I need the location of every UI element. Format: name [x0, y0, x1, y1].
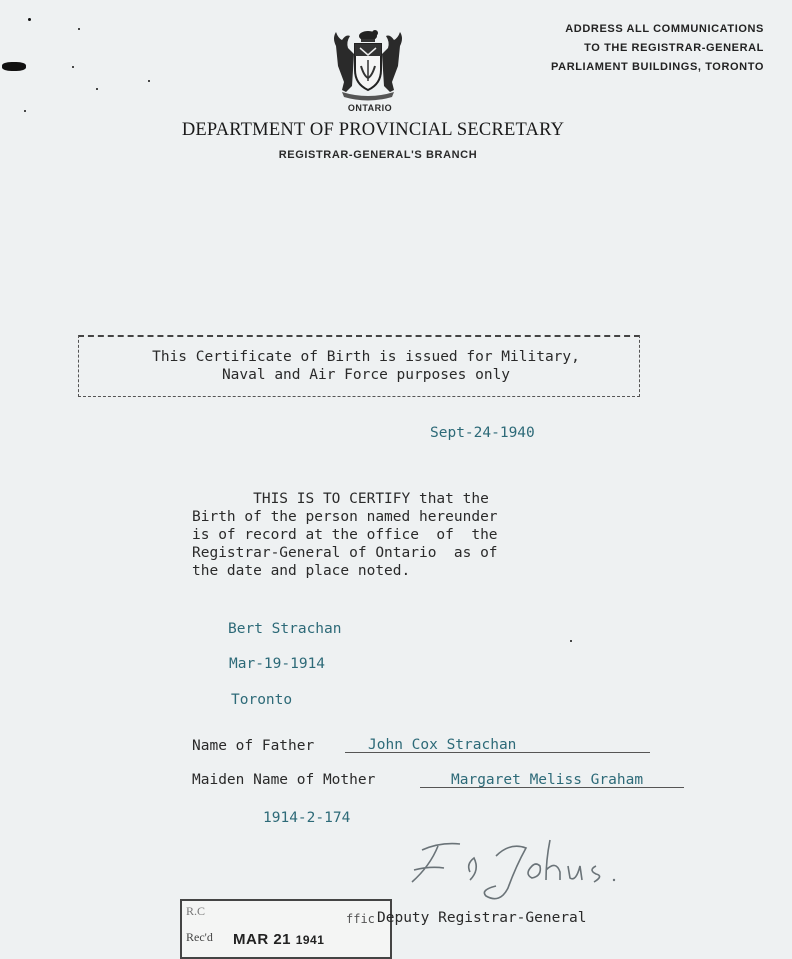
ontario-coat-of-arms-icon — [328, 26, 408, 102]
birth-place: Toronto — [231, 692, 293, 708]
branch-title: REGISTRAR-GENERAL'S BRANCH — [278, 149, 478, 161]
stamp-received-label: Rec'd — [186, 930, 213, 944]
person-name: Bert Strachan — [228, 621, 342, 637]
signatory-title: Deputy Registrar-General — [377, 910, 587, 926]
received-stamp — [180, 899, 392, 959]
stamp-fragment-top: R.C — [186, 904, 206, 918]
stamp-year: 1941 — [295, 933, 325, 947]
notice-text: This Certificate of Birth is issued for Military, Naval and Air Force purposes only — [152, 349, 580, 383]
handwritten-signature — [400, 836, 640, 908]
father-name: John Cox Strachan — [368, 737, 517, 753]
stamp-office-fragment: ffic — [346, 912, 375, 926]
certify-paragraph: THIS IS TO CERTIFY that the Birth of the person named hereunder is of record at the office of the Registrar-General of Ontario as of the date and place noted. — [192, 491, 498, 579]
father-label: Name of Father — [192, 738, 315, 754]
department-title: DEPARTMENT OF PROVINCIAL SECRETARY — [181, 120, 565, 140]
mother-label: Maiden Name of Mother — [192, 772, 376, 788]
address-line: PARLIAMENT BUILDINGS, TORONTO — [551, 61, 764, 73]
mother-maiden-name: Margaret Meliss Graham — [451, 772, 644, 788]
address-line: TO THE REGISTRAR-GENERAL — [584, 42, 764, 54]
letterhead-address — [551, 20, 764, 77]
address-line: ADDRESS ALL COMMUNICATIONS — [565, 23, 764, 35]
issue-date: Sept-24-1940 — [430, 425, 535, 441]
birth-date: Mar-19-1914 — [229, 656, 326, 672]
province-name: ONTARIO — [347, 103, 393, 113]
registration-number: 1914-2-174 — [263, 810, 351, 826]
stamp-received-date — [233, 931, 324, 948]
stamp-day-month: MAR 21 — [233, 931, 292, 948]
